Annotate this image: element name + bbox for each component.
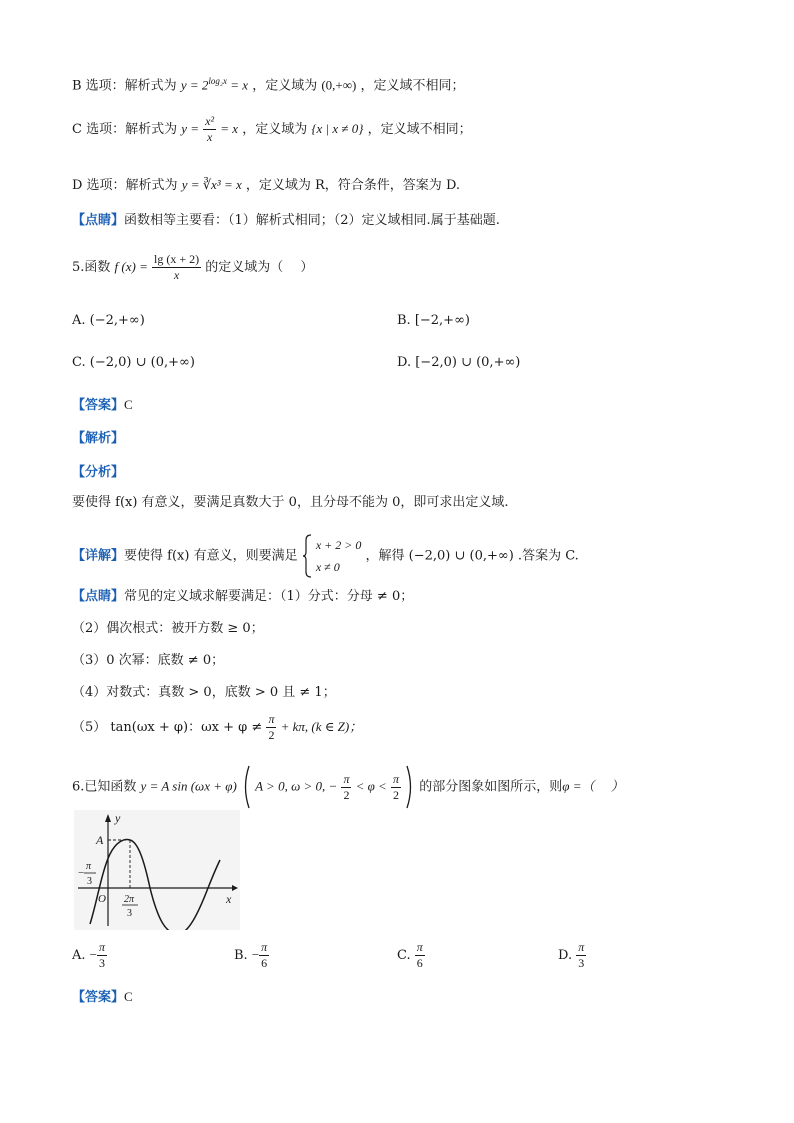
q5-system-line-2: x ≠ 0 [315,560,340,574]
option-c-domain: {x | x ≠ 0} [311,121,364,136]
q6-a-den: 3 [99,956,106,970]
q6-c-label: C. [397,948,411,963]
q5-end: 的定义域为（ ） [205,260,314,275]
rule-5 [72,712,362,743]
option-c-denominator: x [206,130,213,144]
q6-option-d [558,940,586,971]
q6-b-sign: − [251,947,260,962]
q5-xiangjie-post: ，解得 (−2,0) ∪ (0,+∞) .答案为 C. [365,548,579,564]
q6-b-num: π [261,940,268,954]
rule-5-numerator: π [268,712,275,726]
option-b-exponent: log₂x [208,76,227,86]
rule-4: （4）对数式：真数 > 0，底数 > 0 且 ≠ 1； [72,685,336,700]
q5-fraction [152,252,201,283]
graph-two-pi-num: 2π [124,894,135,905]
rule-5-post: + kπ, (k ∈ Z)； [280,719,363,734]
left-paren-icon [241,765,251,809]
q6-option-c [397,940,425,971]
q6-b-den: 6 [261,956,268,970]
dianjing-2-tag: 【点睛】 [72,589,125,604]
q6-end: 的部分图象如图所示，则 [419,779,563,795]
graph-y-label: y [115,811,121,825]
q6-a-label: A. [72,948,86,963]
q6-cond-den-1: 2 [343,787,350,802]
option-b-mid: ，定义域为 [252,78,318,94]
option-c-line [72,114,472,145]
q5-numerator: lg (x + 2) [154,252,200,266]
left-brace-icon [302,534,312,578]
q6-d-num: π [578,940,585,954]
q6-condition-pre: A > 0, ω > 0, − [255,778,338,794]
q6-a-sign: − [89,947,98,962]
q5-option-c: C. (−2,0) ∪ (0,+∞) [72,355,195,370]
q6-phi: φ =（ ） [562,778,624,794]
rule-5-fraction [266,712,276,743]
option-c-rhs: = x [220,121,239,136]
q5-jiexi-tag: 【解析】 [72,431,125,446]
option-d-prefix: D 选项：解析式为 [72,178,178,193]
q6-c-fraction [415,940,425,971]
graph-neg-pi-den: 3 [87,876,92,887]
q6-answer-tag: 【答案】 [72,990,125,1005]
q6-cond-num-1: π [343,771,350,786]
q5-fenxi-tag: 【分析】 [72,465,125,480]
graph-origin-label: O [98,893,106,905]
graph-neg-pi-num: π [86,861,92,872]
q5-fenxi-text: 要使得 f(x) 有意义，要满足真数大于 0，且分母不能为 0，即可求出定义域. [72,495,509,510]
dianjing-1-tag: 【点睛】 [72,213,125,228]
option-b-expr-rhs: = x [227,77,249,93]
option-c-numerator: x² [205,114,215,128]
q6-answer-value: C [124,989,133,1004]
q5-option-b: B. [−2,+∞) [397,313,470,328]
q6-d-label: D. [558,948,573,963]
option-c-end: ，定义域不相同； [367,122,472,137]
option-c-fraction [203,114,216,145]
option-c-prefix: C 选项：解析式为 [72,122,178,137]
graph-neg-sign: − [78,867,85,879]
dianjing-2-text: 常见的定义域求解要满足：（1）分式：分母 ≠ 0； [124,589,414,604]
dianjing-1-text: 函数相等主要看：（1）解析式相同；（2）定义域相同.属于基础题. [124,213,500,228]
q6-option-a [72,940,107,971]
dianjing-1 [72,212,500,230]
question-6-stem [72,765,624,809]
graph-two-pi-den: 3 [127,908,132,919]
q6-option-b [234,940,269,971]
option-b-domain: (0,+∞) [321,77,357,93]
graph-x-label: x [226,892,232,906]
q6-a-num: π [99,940,106,954]
q6-condition-fraction-2 [391,772,401,803]
q5-prefix: 5.函数 [72,260,111,275]
q6-condition-mid: < φ < [355,778,387,794]
q6-cond-num-2: π [392,771,399,786]
q5-option-a: A. (−2,+∞) [72,313,145,328]
q5-option-d: D. [−2,0) ∪ (0,+∞) [397,355,521,370]
q6-prefix: 6.已知函数 [72,779,137,795]
option-b-prefix: B 选项：解析式为 [72,78,177,94]
q5-xiangjie-pre: 要使得 f(x) 有意义，则要满足 [124,548,298,564]
question-5-stem [72,252,313,283]
rule-5-denominator: 2 [268,728,275,742]
q6-d-fraction [576,940,586,971]
q6-function: y = A sin (ωx + φ) [140,778,237,794]
rule-2: （2）偶次根式：被开方数 ≥ 0； [72,621,264,636]
option-d-line [72,176,460,195]
rule-3: （3）0 次幂：底数 ≠ 0； [72,653,225,668]
q6-d-den: 3 [578,956,585,970]
sine-graph [74,810,240,930]
option-b-end: ，定义域不相同； [360,78,465,94]
q6-a-fraction [97,940,107,971]
rule-5-pre: （5） tan(ωx + φ)：ωx + φ ≠ [72,720,263,735]
option-b-expr: y = 2 [180,77,209,93]
q5-answer [72,396,133,415]
q5-xiangjie-tag: 【详解】 [72,548,125,564]
q5-denominator: x [173,268,180,282]
q5-xiangjie [72,534,579,574]
q5-system-line-1: x + 2 > 0 [315,538,362,552]
option-c-lhs: y = [181,121,200,136]
dianjing-2 [72,588,413,606]
q6-b-label: B. [234,948,248,963]
q5-function: f (x) = [114,259,148,274]
right-paren-icon [405,765,415,809]
q6-c-den: 6 [416,956,423,970]
graph-a-label: A [96,833,104,847]
q6-cond-den-2: 2 [392,787,399,802]
q6-b-fraction [259,940,269,971]
q5-answer-tag: 【答案】 [72,398,125,413]
option-d-mid: ，定义域为 R，符合条件，答案为 D. [245,178,461,193]
option-d-expr: y = ∛x³ = x [181,177,242,192]
option-b-line [72,72,465,95]
q6-c-num: π [416,940,423,954]
option-c-mid: ，定义域为 [242,122,308,137]
q5-answer-value: C [124,397,133,412]
q6-condition-fraction-1 [341,772,351,803]
q5-system [316,534,362,578]
q6-answer [72,988,133,1007]
